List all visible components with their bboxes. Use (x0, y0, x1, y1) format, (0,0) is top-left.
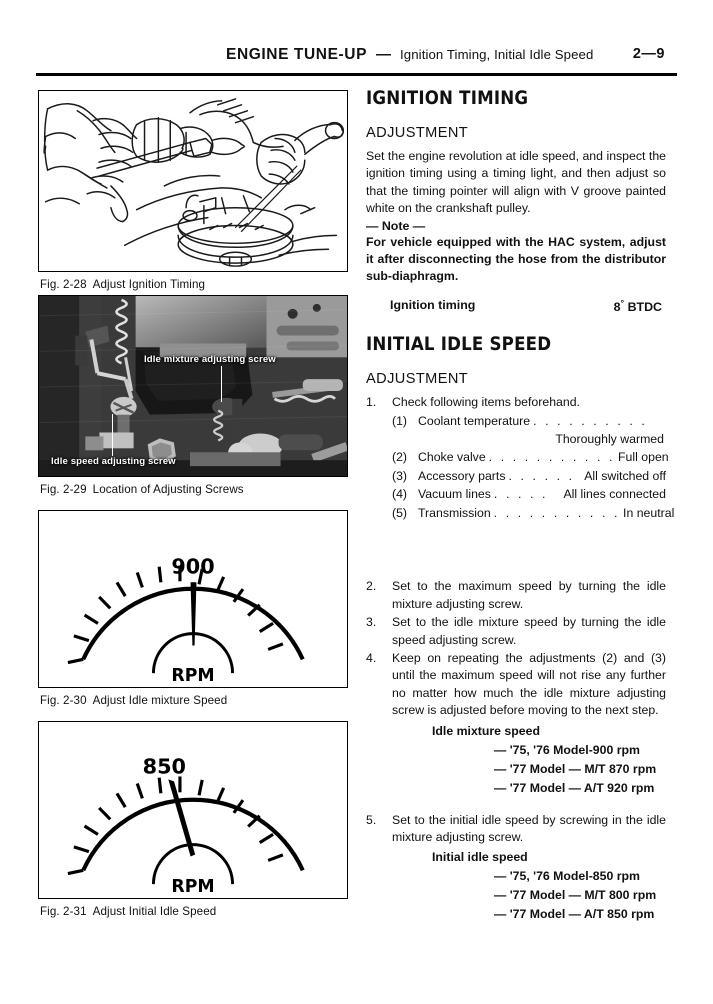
step-1 (366, 394, 666, 411)
initial-idle-speed-line-1: — '75, '76 Model-850 rpm (494, 869, 640, 884)
initial-idle-speed-spec (366, 848, 666, 924)
checklist-item-3-value: All switched off (584, 468, 666, 483)
figure-2-29-number: Fig. 2-29 (40, 483, 87, 496)
checklist-item-5-value: In neutral (623, 505, 675, 520)
step-3 (366, 614, 666, 649)
figure-2-28-caption-text: Adjust Ignition Timing (92, 278, 206, 291)
initial-idle-speed-spec-title: Initial idle speed (432, 850, 528, 865)
step-3-text: Set to the idle mixture speed by turning the idle speed adjusting screw. (392, 615, 666, 647)
photo-label-idle-mixture-screw: Idle mixture adjusting screw (144, 354, 276, 365)
figure-2-29-frame (38, 295, 348, 477)
tachometer-gauge-850 (39, 722, 347, 898)
step-5-number: 5. (366, 812, 377, 827)
checklist-item-3 (392, 467, 666, 486)
checklist-item-3-label: Accessory parts (418, 468, 506, 483)
right-column (366, 88, 675, 924)
step-1-text: Check following items beforehand. (392, 394, 580, 409)
checklist-item-3-number: (3) (392, 468, 408, 483)
initial-idle-speed-adjustment-heading: ADJUSTMENT (366, 370, 469, 387)
figure-2-30 (38, 510, 348, 707)
leader-line-speed (112, 414, 113, 456)
header-dash: — (376, 46, 392, 63)
checklist-item-2-number: (2) (392, 449, 408, 464)
step-4 (366, 650, 666, 720)
gauge-reading-900: 900 (171, 554, 215, 579)
checklist-item-3-dots: . . . . . . (508, 468, 575, 483)
checklist-item-2-dots: . . . . . . . . . . . (488, 449, 616, 464)
figure-2-31 (38, 721, 348, 918)
checklist-item-5-label: Transmission (418, 505, 491, 520)
figure-2-28-number: Fig. 2-28 (40, 278, 87, 291)
header-subject: Ignition Timing, Initial Idle Speed (400, 47, 594, 62)
page-header (36, 46, 677, 80)
step-3-number: 3. (366, 615, 377, 630)
checklist-item-5-number: (5) (392, 505, 408, 520)
leader-line-mixture (221, 366, 222, 402)
step-5 (366, 812, 666, 847)
figure-2-31-number: Fig. 2-31 (40, 905, 87, 918)
checklist-item-5-dots: . . . . . . . . . . . (493, 505, 621, 520)
step-4-text: Keep on repeating the adjustments (2) and (3) until the maximum speed will not rise any further no matter how much the idle mixture adjusting screw is adjusted before moving to the next step. (392, 650, 666, 718)
checklist-item-1-dots: . . . . . . . . . . (533, 414, 648, 429)
checklist-item-4-number: (4) (392, 487, 408, 502)
checklist-item-4-value: All lines connected (563, 487, 666, 502)
step-2-number: 2. (366, 579, 377, 594)
checklist-item-4-dots: . . . . . (493, 487, 549, 502)
figure-2-30-caption (38, 688, 348, 707)
spacer-before-step-5 (366, 798, 666, 812)
checklist-item-5 (392, 504, 675, 523)
ignition-timing-spec-row (390, 298, 666, 314)
adjusting-screws-photo (39, 296, 347, 476)
initial-idle-speed-line-2: — '77 Model — M/T 800 rpm (494, 888, 657, 903)
idle-mixture-speed-line-3: — '77 Model — A/T 920 rpm (494, 780, 655, 795)
photo-label-idle-speed-screw: Idle speed adjusting screw (51, 456, 176, 467)
page-number: 2—9 (632, 46, 665, 62)
gauge-unit-label: RPM (171, 666, 215, 687)
header-section-title: ENGINE TUNE-UP (226, 46, 368, 63)
checklist-item-4-label: Vacuum lines (418, 487, 491, 502)
figure-2-31-frame (38, 721, 348, 899)
checklist-item-1 (392, 412, 666, 431)
ignition-timing-note-heading: — Note — (366, 218, 426, 233)
ignition-timing-adjustment-heading: ADJUSTMENT (366, 125, 469, 141)
gauge-reading-850: 850 (142, 754, 186, 779)
step-2 (366, 578, 666, 613)
tachometer-gauge-900 (39, 511, 347, 687)
idle-mixture-speed-spec (366, 722, 666, 798)
header-row (36, 46, 677, 70)
gauge-needle (191, 582, 197, 645)
checklist-item-2-value: Full open (618, 449, 669, 464)
gauge-unit-label: RPM (171, 877, 215, 898)
checklist-item-2-label: Choke valve (418, 449, 486, 464)
figure-2-30-frame (38, 510, 348, 688)
step-5-text: Set to the initial idle speed by screwing in the idle mixture adjusting screw. (392, 812, 666, 844)
step-2-text: Set to the maximum speed by turning the idle mixture adjusting screw. (392, 579, 666, 611)
checklist-item-4 (392, 485, 666, 504)
ignition-timing-note-body: For vehicle equipped with the HAC system, adjust it after disconnecting the hose from the distributor sub-diaphragm. (366, 234, 666, 284)
ignition-timing-illustration (39, 91, 347, 271)
figure-2-29-caption-text: Location of Adjusting Screws (92, 483, 244, 496)
ignition-timing-spec-value: 8° BTDC (613, 297, 662, 314)
checklist-item-1-value: Thoroughly warmed (555, 431, 664, 446)
figure-2-30-caption-text: Adjust Idle mixture Speed (92, 694, 228, 707)
figure-2-31-caption-text: Adjust Initial Idle Speed (92, 905, 217, 918)
figure-2-28-caption (38, 272, 348, 291)
header-rule (36, 73, 677, 76)
idle-mixture-speed-title: Idle mixture speed (432, 723, 540, 738)
idle-mixture-speed-line-1: — '75, '76 Model-900 rpm (494, 742, 640, 757)
idle-mixture-speed-line-2: — '77 Model — M/T 870 rpm (494, 761, 657, 776)
ignition-timing-spec-label: Ignition timing (390, 297, 476, 312)
initial-idle-speed-title: INITIAL IDLE SPEED (366, 333, 552, 355)
checklist-item-1-label: Coolant temperature (418, 414, 531, 429)
figure-2-31-caption (38, 899, 348, 918)
step-4-number: 4. (366, 650, 377, 665)
checklist-item-2 (392, 448, 669, 467)
ignition-timing-title: IGNITION TIMING (366, 88, 529, 109)
spacer-before-step-2 (366, 522, 666, 578)
figure-2-28-frame (38, 90, 348, 272)
initial-idle-speed-line-3: — '77 Model — A/T 850 rpm (494, 907, 655, 922)
ignition-timing-body: Set the engine revolution at idle speed, and inspect the ignition timing using a timing light, and then adjust so that the timing pointer will align with V groove painted white on the crankshaft pulley. (366, 149, 666, 216)
figure-2-30-number: Fig. 2-30 (40, 694, 87, 707)
step-1-number: 1. (366, 394, 377, 409)
figure-2-29 (38, 295, 348, 496)
left-column (38, 90, 348, 922)
figure-2-28 (38, 90, 348, 291)
figure-2-29-caption (38, 477, 348, 496)
checklist-item-1-number: (1) (392, 414, 408, 429)
